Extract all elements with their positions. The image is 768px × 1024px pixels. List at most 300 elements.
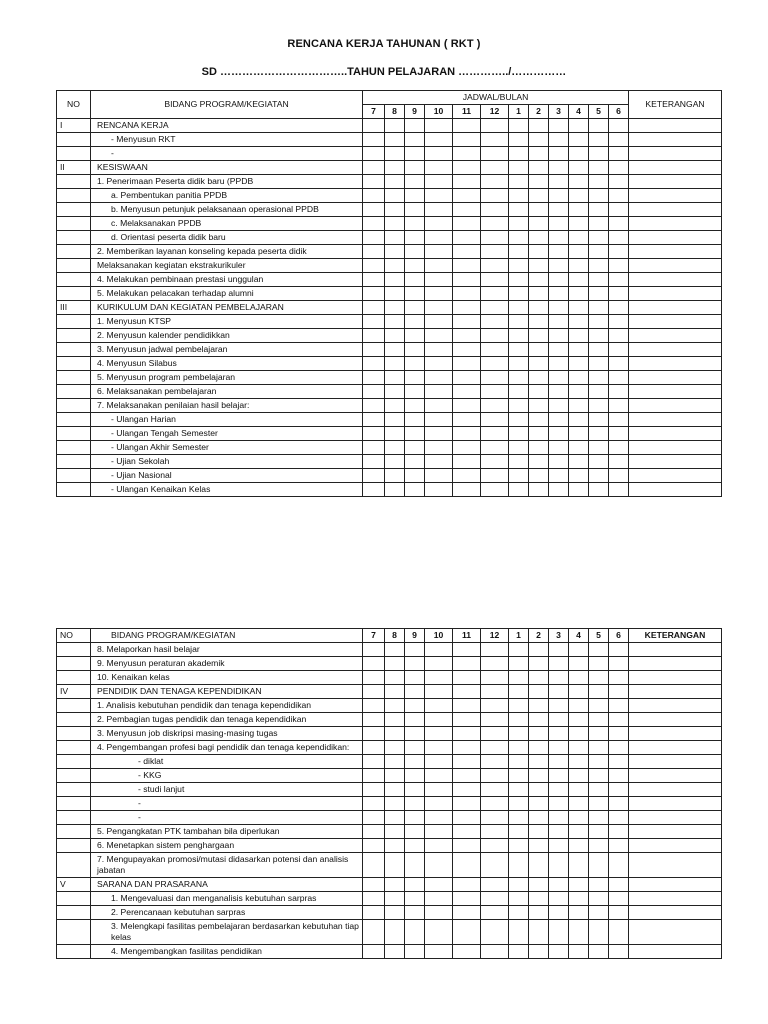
activity-cell: 4. Mengembangkan fasilitas pendidikan	[91, 945, 363, 959]
keterangan-cell	[629, 357, 722, 371]
schedule-cell-10	[425, 797, 453, 811]
month-header-2: 2	[529, 629, 549, 643]
schedule-cell-12	[481, 455, 509, 469]
schedule-cell-7	[363, 413, 385, 427]
schedule-cell-10	[425, 455, 453, 469]
schedule-cell-6	[609, 133, 629, 147]
keterangan-cell	[629, 287, 722, 301]
schedule-cell-12	[481, 175, 509, 189]
row-number	[57, 727, 91, 741]
schedule-cell-8	[385, 245, 405, 259]
activity-cell: - Ulangan Kenaikan Kelas	[91, 483, 363, 497]
schedule-cell-10	[425, 343, 453, 357]
schedule-cell-6	[609, 119, 629, 133]
keterangan-cell	[629, 699, 722, 713]
schedule-cell-8	[385, 483, 405, 497]
schedule-cell-12	[481, 427, 509, 441]
table-row	[57, 245, 722, 259]
schedule-cell-2	[529, 727, 549, 741]
schedule-cell-8	[385, 783, 405, 797]
activity-cell: 10. Kenaikan kelas	[91, 671, 363, 685]
schedule-cell-11	[453, 385, 481, 399]
schedule-cell-6	[609, 685, 629, 699]
keterangan-cell	[629, 231, 722, 245]
schedule-cell-1	[509, 413, 529, 427]
table-row	[57, 175, 722, 189]
schedule-cell-5	[589, 755, 609, 769]
schedule-cell-3	[549, 161, 569, 175]
schedule-cell-11	[453, 287, 481, 301]
schedule-cell-12	[481, 769, 509, 783]
schedule-cell-11	[453, 427, 481, 441]
schedule-cell-11	[453, 797, 481, 811]
schedule-cell-1	[509, 357, 529, 371]
rkt-table-page-1	[56, 90, 722, 497]
schedule-cell-9	[405, 399, 425, 413]
schedule-cell-12	[481, 245, 509, 259]
schedule-cell-4	[569, 657, 589, 671]
schedule-cell-2	[529, 133, 549, 147]
schedule-cell-4	[569, 797, 589, 811]
schedule-cell-8	[385, 811, 405, 825]
schedule-cell-3	[549, 203, 569, 217]
schedule-cell-10	[425, 133, 453, 147]
schedule-cell-5	[589, 399, 609, 413]
schedule-cell-12	[481, 643, 509, 657]
schedule-cell-9	[405, 315, 425, 329]
schedule-cell-9	[405, 713, 425, 727]
schedule-cell-3	[549, 769, 569, 783]
schedule-cell-11	[453, 699, 481, 713]
row-number	[57, 399, 91, 413]
schedule-cell-2	[529, 161, 549, 175]
schedule-cell-4	[569, 329, 589, 343]
schedule-cell-1	[509, 273, 529, 287]
schedule-cell-3	[549, 147, 569, 161]
schedule-cell-3	[549, 455, 569, 469]
schedule-cell-6	[609, 741, 629, 755]
schedule-cell-10	[425, 371, 453, 385]
keterangan-cell	[629, 427, 722, 441]
schedule-cell-7	[363, 273, 385, 287]
schedule-cell-4	[569, 713, 589, 727]
schedule-cell-12	[481, 203, 509, 217]
schedule-cell-1	[509, 231, 529, 245]
schedule-cell-6	[609, 357, 629, 371]
schedule-cell-6	[609, 441, 629, 455]
schedule-cell-3	[549, 755, 569, 769]
schedule-cell-8	[385, 301, 405, 315]
row-number	[57, 273, 91, 287]
schedule-cell-9	[405, 301, 425, 315]
schedule-cell-9	[405, 259, 425, 273]
schedule-cell-8	[385, 755, 405, 769]
row-number	[57, 315, 91, 329]
schedule-cell-3	[549, 413, 569, 427]
schedule-cell-7	[363, 161, 385, 175]
schedule-cell-10	[425, 811, 453, 825]
schedule-cell-1	[509, 455, 529, 469]
schedule-cell-1	[509, 727, 529, 741]
schedule-cell-12	[481, 741, 509, 755]
schedule-cell-11	[453, 413, 481, 427]
activity-cell: - KKG	[91, 769, 363, 783]
schedule-cell-9	[405, 133, 425, 147]
activity-cell: 1. Mengevaluasi dan menganalisis kebutuhan sarpras	[91, 892, 363, 906]
month-header-6: 6	[609, 629, 629, 643]
keterangan-cell	[629, 273, 722, 287]
schedule-cell-3	[549, 797, 569, 811]
document-title: RENCANA KERJA TAHUNAN ( RKT )	[287, 38, 481, 50]
schedule-cell-4	[569, 853, 589, 878]
schedule-cell-6	[609, 483, 629, 497]
schedule-cell-8	[385, 343, 405, 357]
row-number	[57, 287, 91, 301]
activity-cell: 7. Melaksanakan penilaian hasil belajar:	[91, 399, 363, 413]
schedule-cell-7	[363, 441, 385, 455]
schedule-cell-9	[405, 783, 425, 797]
schedule-cell-12	[481, 853, 509, 878]
schedule-cell-2	[529, 441, 549, 455]
keterangan-cell	[629, 441, 722, 455]
schedule-cell-2	[529, 671, 549, 685]
table-row	[57, 119, 722, 133]
schedule-cell-9	[405, 657, 425, 671]
schedule-cell-10	[425, 399, 453, 413]
schedule-cell-9	[405, 455, 425, 469]
schedule-cell-5	[589, 427, 609, 441]
schedule-cell-8	[385, 853, 405, 878]
schedule-cell-8	[385, 329, 405, 343]
schedule-cell-12	[481, 357, 509, 371]
schedule-cell-11	[453, 315, 481, 329]
schedule-cell-8	[385, 643, 405, 657]
schedule-cell-3	[549, 357, 569, 371]
schedule-cell-5	[589, 727, 609, 741]
row-number	[57, 657, 91, 671]
schedule-cell-7	[363, 741, 385, 755]
month-header-3: 3	[549, 629, 569, 643]
schedule-cell-4	[569, 441, 589, 455]
schedule-cell-9	[405, 469, 425, 483]
schedule-cell-7	[363, 427, 385, 441]
schedule-cell-9	[405, 329, 425, 343]
month-header-1: 1	[509, 105, 529, 119]
schedule-cell-11	[453, 455, 481, 469]
month-header-4: 4	[569, 629, 589, 643]
schedule-cell-6	[609, 657, 629, 671]
keterangan-cell	[629, 245, 722, 259]
schedule-cell-11	[453, 273, 481, 287]
schedule-cell-1	[509, 133, 529, 147]
schedule-cell-5	[589, 329, 609, 343]
schedule-cell-6	[609, 671, 629, 685]
table-row	[57, 259, 722, 273]
schedule-cell-11	[453, 147, 481, 161]
table-row	[57, 231, 722, 245]
month-header-8: 8	[385, 629, 405, 643]
schedule-cell-6	[609, 811, 629, 825]
schedule-cell-1	[509, 643, 529, 657]
schedule-cell-10	[425, 906, 453, 920]
schedule-cell-2	[529, 413, 549, 427]
schedule-cell-9	[405, 906, 425, 920]
schedule-cell-8	[385, 161, 405, 175]
table-row	[57, 161, 722, 175]
table-row	[57, 811, 722, 825]
schedule-cell-11	[453, 231, 481, 245]
schedule-cell-1	[509, 399, 529, 413]
schedule-cell-10	[425, 755, 453, 769]
schedule-cell-8	[385, 287, 405, 301]
schedule-cell-10	[425, 483, 453, 497]
schedule-cell-5	[589, 175, 609, 189]
activity-cell: 9. Menyusun peraturan akademik	[91, 657, 363, 671]
schedule-cell-4	[569, 892, 589, 906]
schedule-cell-1	[509, 878, 529, 892]
keterangan-cell	[629, 811, 722, 825]
schedule-cell-2	[529, 483, 549, 497]
table-row	[57, 273, 722, 287]
schedule-cell-5	[589, 441, 609, 455]
schedule-cell-7	[363, 755, 385, 769]
activity-cell: 8. Melaporkan hasil belajar	[91, 643, 363, 657]
schedule-cell-1	[509, 301, 529, 315]
schedule-cell-4	[569, 811, 589, 825]
schedule-cell-7	[363, 783, 385, 797]
schedule-cell-8	[385, 920, 405, 945]
month-header-7: 7	[363, 105, 385, 119]
schedule-cell-3	[549, 685, 569, 699]
schedule-cell-7	[363, 133, 385, 147]
schedule-cell-4	[569, 371, 589, 385]
schedule-cell-3	[549, 175, 569, 189]
schedule-cell-4	[569, 217, 589, 231]
schedule-cell-2	[529, 657, 549, 671]
activity-cell: Melaksanakan kegiatan ekstrakurikuler	[91, 259, 363, 273]
activity-cell: PENDIDIK DAN TENAGA KEPENDIDIKAN	[91, 685, 363, 699]
schedule-cell-1	[509, 161, 529, 175]
schedule-cell-10	[425, 699, 453, 713]
schedule-cell-8	[385, 878, 405, 892]
activity-cell: 4. Menyusun Silabus	[91, 357, 363, 371]
schedule-cell-11	[453, 741, 481, 755]
schedule-cell-3	[549, 399, 569, 413]
row-number	[57, 920, 91, 945]
schedule-cell-4	[569, 203, 589, 217]
activity-cell: 5. Pengangkatan PTK tambahan bila diperlukan	[91, 825, 363, 839]
document-subtitle: SD ……………………………..TAHUN PELAJARAN …………../……………	[201, 66, 567, 78]
row-number	[57, 189, 91, 203]
schedule-cell-9	[405, 797, 425, 811]
schedule-cell-5	[589, 189, 609, 203]
schedule-cell-11	[453, 920, 481, 945]
table-row	[57, 315, 722, 329]
schedule-cell-8	[385, 769, 405, 783]
row-number	[57, 671, 91, 685]
schedule-cell-10	[425, 427, 453, 441]
schedule-cell-12	[481, 399, 509, 413]
activity-cell: 7. Mengupayakan promosi/mutasi didasarkan potensi dan analisis jabatan	[91, 853, 363, 878]
schedule-cell-8	[385, 699, 405, 713]
schedule-cell-3	[549, 441, 569, 455]
schedule-cell-3	[549, 343, 569, 357]
keterangan-cell	[629, 741, 722, 755]
keterangan-cell	[629, 853, 722, 878]
schedule-cell-8	[385, 441, 405, 455]
table-row	[57, 413, 722, 427]
schedule-cell-11	[453, 161, 481, 175]
schedule-cell-1	[509, 671, 529, 685]
row-number	[57, 371, 91, 385]
activity-cell: 1. Analisis kebutuhan pendidik dan tenaga kependidikan	[91, 699, 363, 713]
schedule-cell-1	[509, 315, 529, 329]
schedule-cell-12	[481, 259, 509, 273]
keterangan-cell	[629, 399, 722, 413]
schedule-cell-8	[385, 713, 405, 727]
schedule-cell-10	[425, 741, 453, 755]
schedule-cell-7	[363, 385, 385, 399]
row-number	[57, 741, 91, 755]
schedule-cell-8	[385, 455, 405, 469]
schedule-cell-4	[569, 783, 589, 797]
schedule-cell-10	[425, 315, 453, 329]
table-row	[57, 427, 722, 441]
schedule-cell-11	[453, 657, 481, 671]
schedule-cell-5	[589, 797, 609, 811]
schedule-cell-12	[481, 892, 509, 906]
schedule-cell-8	[385, 357, 405, 371]
schedule-cell-11	[453, 441, 481, 455]
schedule-cell-2	[529, 231, 549, 245]
schedule-cell-9	[405, 839, 425, 853]
schedule-cell-10	[425, 175, 453, 189]
schedule-cell-1	[509, 906, 529, 920]
month-header-9: 9	[405, 105, 425, 119]
schedule-cell-5	[589, 878, 609, 892]
schedule-cell-3	[549, 727, 569, 741]
schedule-cell-3	[549, 287, 569, 301]
schedule-cell-11	[453, 189, 481, 203]
schedule-cell-3	[549, 469, 569, 483]
keterangan-cell	[629, 133, 722, 147]
schedule-cell-3	[549, 945, 569, 959]
activity-cell: - diklat	[91, 755, 363, 769]
schedule-cell-6	[609, 217, 629, 231]
schedule-cell-10	[425, 413, 453, 427]
schedule-cell-3	[549, 245, 569, 259]
schedule-cell-4	[569, 427, 589, 441]
schedule-cell-10	[425, 469, 453, 483]
schedule-cell-3	[549, 119, 569, 133]
schedule-cell-5	[589, 371, 609, 385]
schedule-cell-12	[481, 273, 509, 287]
schedule-cell-5	[589, 301, 609, 315]
schedule-cell-6	[609, 399, 629, 413]
schedule-cell-1	[509, 203, 529, 217]
schedule-cell-5	[589, 315, 609, 329]
schedule-cell-2	[529, 741, 549, 755]
schedule-cell-5	[589, 469, 609, 483]
row-number	[57, 147, 91, 161]
schedule-cell-5	[589, 853, 609, 878]
schedule-cell-8	[385, 119, 405, 133]
schedule-cell-5	[589, 741, 609, 755]
schedule-cell-10	[425, 357, 453, 371]
schedule-cell-8	[385, 906, 405, 920]
schedule-cell-1	[509, 385, 529, 399]
schedule-cell-11	[453, 783, 481, 797]
schedule-cell-3	[549, 315, 569, 329]
schedule-cell-2	[529, 455, 549, 469]
schedule-cell-11	[453, 203, 481, 217]
schedule-cell-1	[509, 371, 529, 385]
keterangan-cell	[629, 906, 722, 920]
schedule-cell-12	[481, 671, 509, 685]
month-header-6: 6	[609, 105, 629, 119]
schedule-cell-9	[405, 769, 425, 783]
schedule-cell-9	[405, 119, 425, 133]
schedule-cell-2	[529, 811, 549, 825]
keterangan-cell	[629, 119, 722, 133]
keterangan-cell	[629, 920, 722, 945]
schedule-cell-2	[529, 878, 549, 892]
schedule-cell-4	[569, 483, 589, 497]
schedule-cell-10	[425, 259, 453, 273]
schedule-cell-10	[425, 385, 453, 399]
schedule-cell-5	[589, 671, 609, 685]
month-header-4: 4	[569, 105, 589, 119]
schedule-cell-9	[405, 357, 425, 371]
table-row	[57, 783, 722, 797]
month-header-7: 7	[363, 629, 385, 643]
schedule-cell-9	[405, 825, 425, 839]
schedule-cell-12	[481, 945, 509, 959]
schedule-cell-1	[509, 713, 529, 727]
activity-cell: 2. Pembagian tugas pendidik dan tenaga kependidikan	[91, 713, 363, 727]
schedule-cell-5	[589, 783, 609, 797]
schedule-cell-1	[509, 755, 529, 769]
schedule-cell-10	[425, 878, 453, 892]
schedule-cell-10	[425, 853, 453, 878]
schedule-cell-6	[609, 699, 629, 713]
schedule-cell-8	[385, 231, 405, 245]
schedule-cell-8	[385, 413, 405, 427]
schedule-cell-9	[405, 755, 425, 769]
schedule-cell-12	[481, 441, 509, 455]
schedule-cell-4	[569, 906, 589, 920]
row-number	[57, 853, 91, 878]
schedule-cell-5	[589, 245, 609, 259]
schedule-cell-10	[425, 643, 453, 657]
schedule-cell-11	[453, 371, 481, 385]
schedule-cell-10	[425, 203, 453, 217]
keterangan-cell	[629, 259, 722, 273]
table-row	[57, 685, 722, 699]
schedule-cell-12	[481, 783, 509, 797]
schedule-cell-10	[425, 920, 453, 945]
keterangan-cell	[629, 727, 722, 741]
schedule-cell-2	[529, 203, 549, 217]
keterangan-cell	[629, 892, 722, 906]
schedule-cell-9	[405, 853, 425, 878]
schedule-cell-12	[481, 483, 509, 497]
schedule-cell-12	[481, 301, 509, 315]
schedule-cell-6	[609, 203, 629, 217]
schedule-cell-3	[549, 189, 569, 203]
schedule-cell-6	[609, 413, 629, 427]
month-header-12: 12	[481, 105, 509, 119]
